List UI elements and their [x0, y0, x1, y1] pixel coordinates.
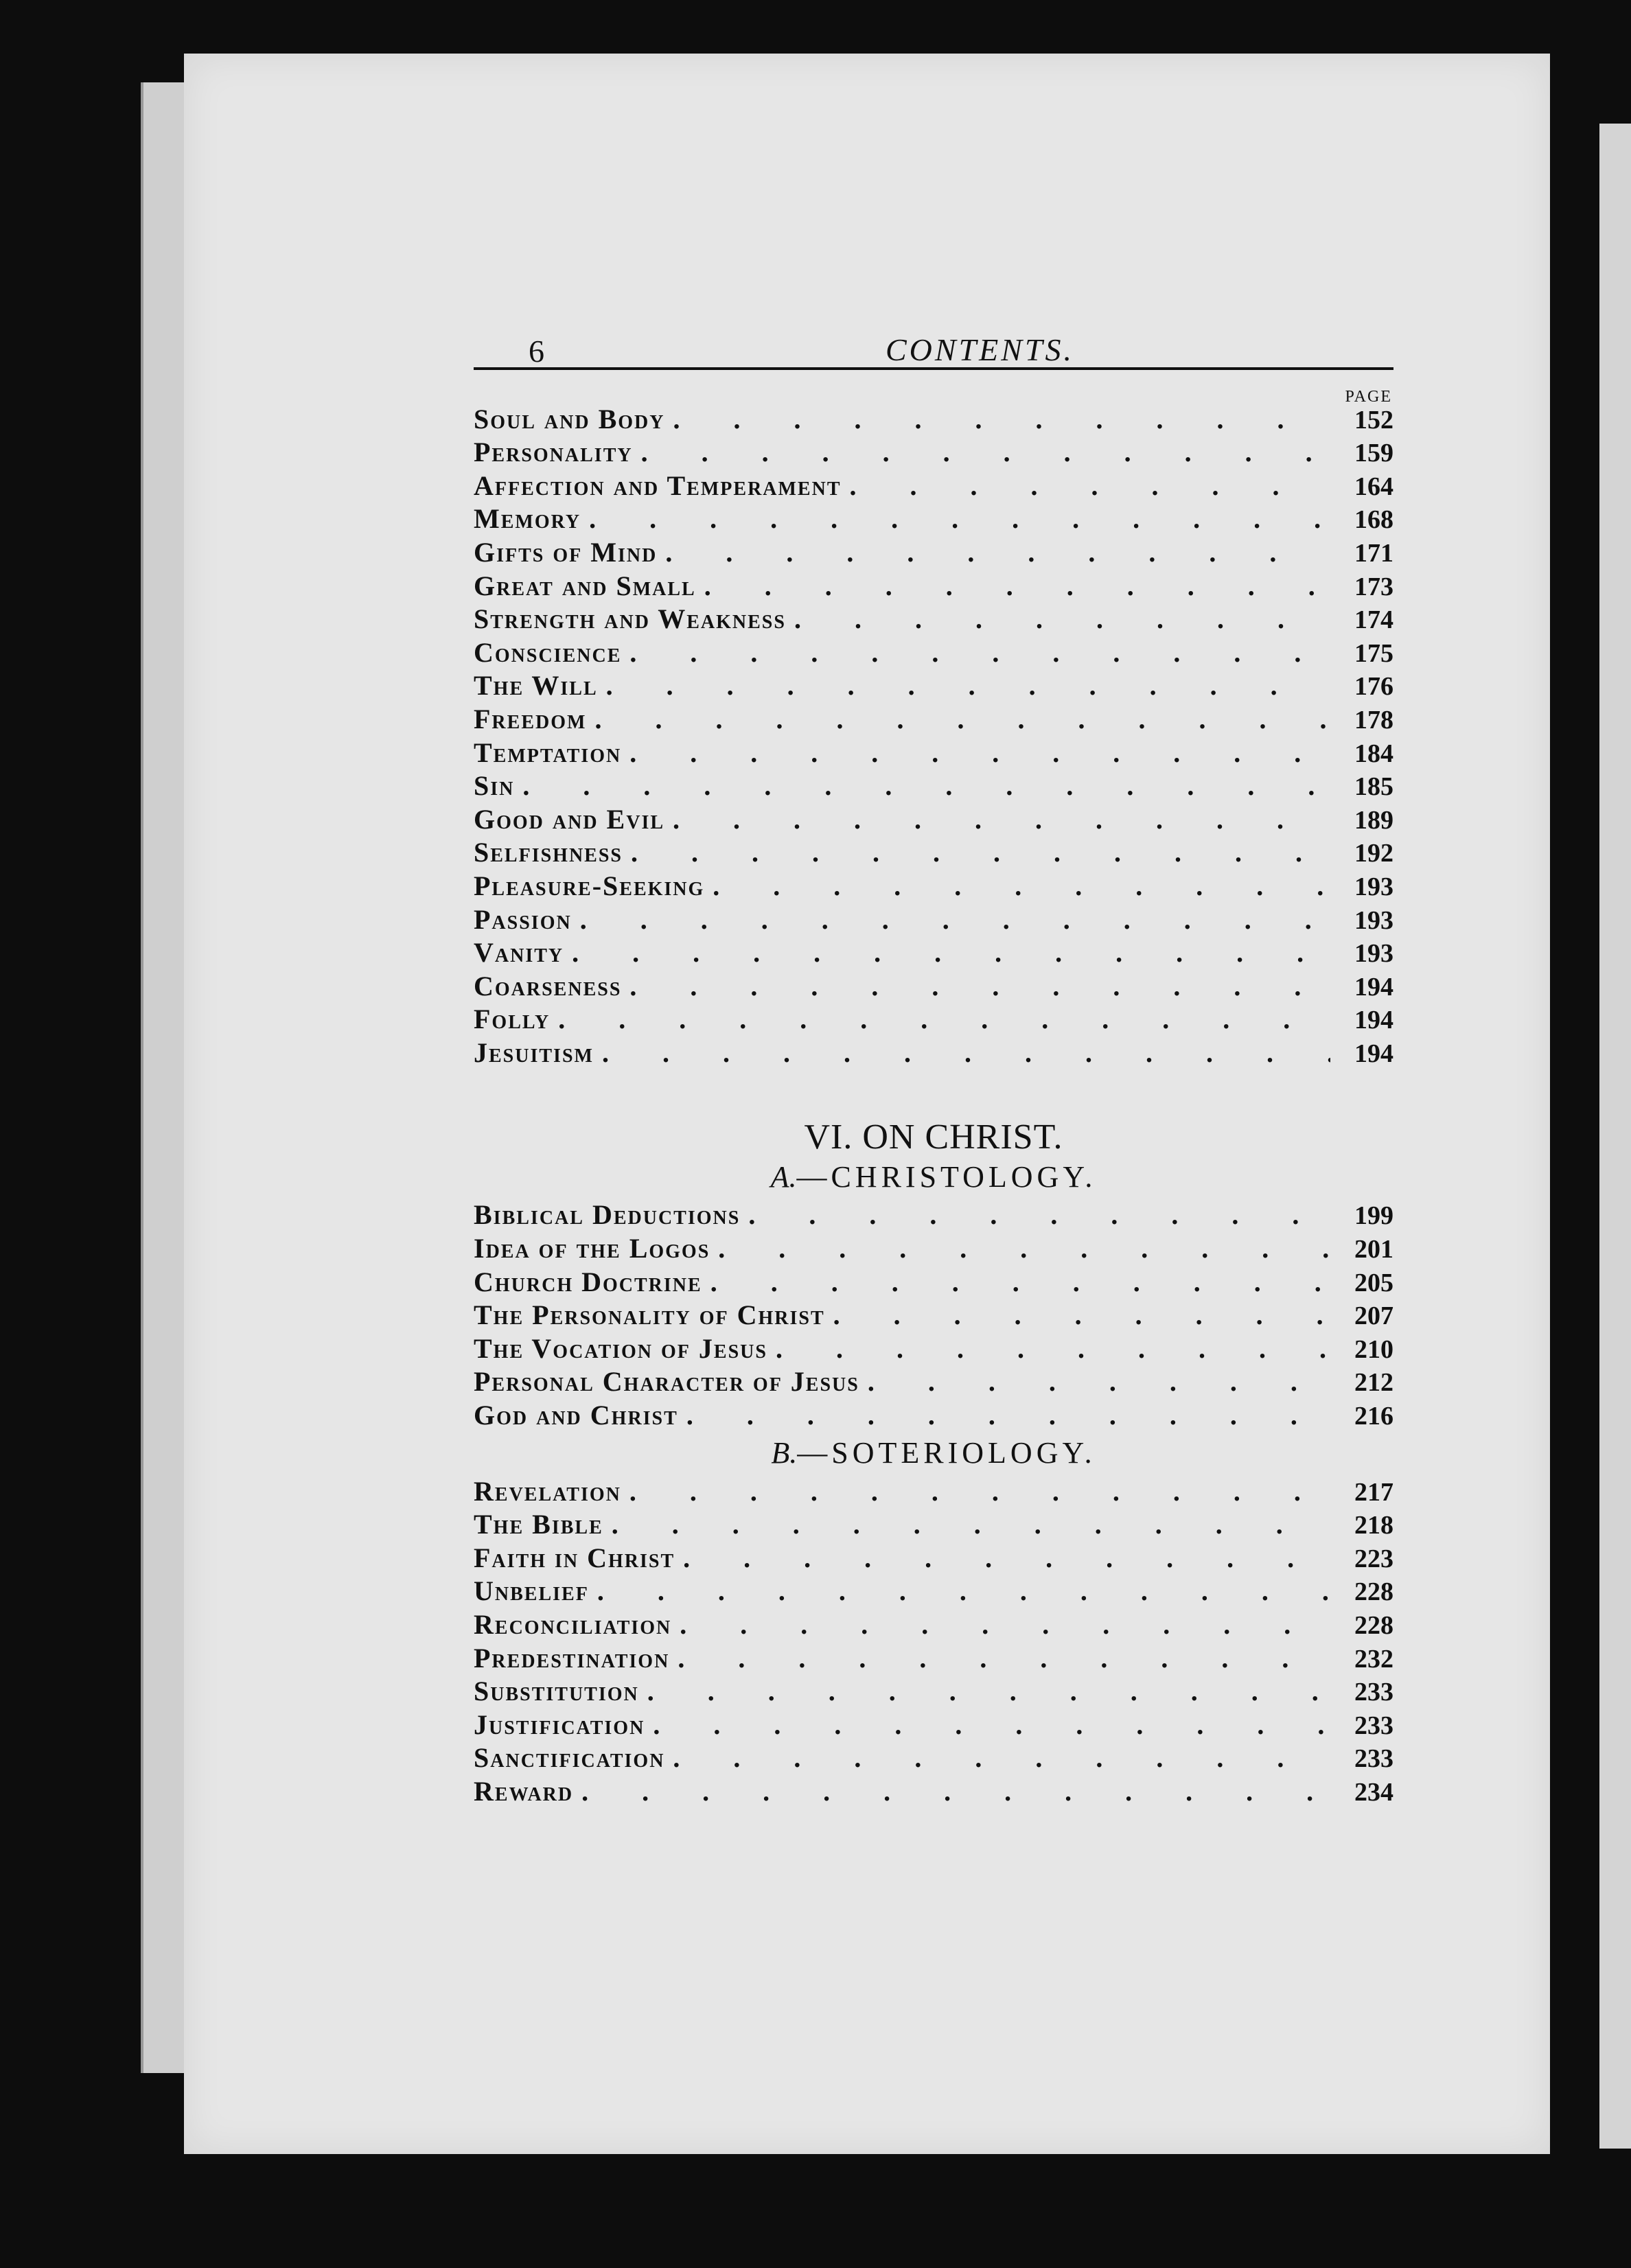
entry-page-number: 175	[1354, 638, 1393, 668]
dot-leader	[776, 1332, 1330, 1365]
entry-page-number: 199	[1354, 1201, 1393, 1231]
dot-leader	[602, 1037, 1330, 1069]
entry-title: Folly	[474, 1004, 551, 1035]
dot-leader	[558, 1003, 1330, 1035]
entry-title: Selfishness	[474, 837, 623, 868]
subsection-letter: B.	[771, 1436, 798, 1470]
dot-leader	[597, 1575, 1330, 1607]
dot-leader	[653, 1709, 1330, 1741]
entry-title: The Bible	[474, 1509, 603, 1540]
entry-title: The Will	[474, 670, 598, 702]
entry-page-number: 168	[1354, 505, 1393, 535]
entry-page-number: 232	[1354, 1644, 1393, 1674]
entry-title: God and Christ	[474, 1400, 678, 1431]
entry-page-number: 212	[1354, 1368, 1393, 1398]
toc-list-christology	[474, 1198, 1393, 1431]
entry-page-number: 201	[1354, 1235, 1393, 1264]
dot-leader	[581, 1775, 1330, 1807]
toc-entry	[474, 502, 1393, 535]
entry-page-number: 233	[1354, 1711, 1393, 1740]
page-header	[474, 312, 1393, 370]
dot-leader	[665, 536, 1330, 568]
entry-title: Biblical Deductions	[474, 1199, 741, 1231]
entry-title: Temptation	[474, 737, 622, 768]
entry-title: The Vocation of Jesus	[474, 1332, 767, 1364]
entry-page-number: 233	[1354, 1678, 1393, 1707]
dot-leader	[710, 1266, 1330, 1298]
dot-leader	[868, 1365, 1330, 1398]
toc-entry	[474, 669, 1393, 702]
dot-leader	[833, 1299, 1330, 1331]
toc-entry	[474, 969, 1393, 1002]
entry-page-number: 210	[1354, 1334, 1393, 1364]
entry-title: The Personality of Christ	[474, 1299, 825, 1331]
entry-page-number: 228	[1354, 1577, 1393, 1607]
toc-entry	[474, 1641, 1393, 1674]
entry-page-number: 173	[1354, 572, 1393, 601]
entry-title: Good and Evil	[474, 803, 665, 835]
dot-leader	[680, 1608, 1330, 1641]
entry-page-number: 171	[1354, 538, 1393, 568]
dot-leader	[589, 502, 1330, 535]
entry-title: Sin	[474, 770, 515, 802]
toc-entry	[474, 802, 1393, 835]
toc-entry	[474, 1365, 1393, 1398]
entry-page-number: 233	[1354, 1744, 1393, 1774]
entry-title: Justification	[474, 1709, 645, 1740]
entry-page-number: 217	[1354, 1477, 1393, 1507]
entry-page-number: 185	[1354, 772, 1393, 802]
toc-entry	[474, 1741, 1393, 1774]
dot-leader	[673, 403, 1330, 435]
page-number: 6	[529, 334, 544, 369]
toc-entry	[474, 535, 1393, 568]
entry-title: Soul and Body	[474, 403, 665, 435]
dot-leader	[678, 1642, 1330, 1674]
entry-page-number: 218	[1354, 1511, 1393, 1540]
dot-leader	[629, 636, 1330, 669]
toc-entry	[474, 1035, 1393, 1069]
toc-entry	[474, 1002, 1393, 1036]
toc-entry	[474, 1774, 1393, 1807]
entry-title: Idea of the Logos	[474, 1233, 710, 1264]
subsection-letter: A.	[770, 1159, 797, 1194]
entry-page-number: 194	[1354, 972, 1393, 1002]
entry-page-number: 192	[1354, 839, 1393, 868]
dot-leader	[572, 936, 1330, 969]
entry-page-number: 234	[1354, 1777, 1393, 1807]
entry-title: Unbelief	[474, 1575, 589, 1607]
dot-leader	[850, 470, 1330, 502]
toc-entry	[474, 1198, 1393, 1231]
page-stack-edge	[141, 82, 187, 2073]
dot-leader	[718, 1232, 1330, 1264]
entry-page-number: 194	[1354, 1039, 1393, 1068]
toc-list-part1	[474, 402, 1393, 1069]
entry-title: Predestination	[474, 1642, 670, 1674]
dot-leader	[631, 836, 1330, 868]
entry-title: Great and Small	[474, 570, 696, 601]
entry-page-number: 184	[1354, 739, 1393, 768]
entry-page-number: 216	[1354, 1402, 1393, 1431]
entry-title: Church Doctrine	[474, 1266, 702, 1297]
entry-page-number: 205	[1354, 1268, 1393, 1297]
toc-entry	[474, 835, 1393, 869]
toc-entry	[474, 702, 1393, 735]
toc-entry	[474, 402, 1393, 435]
dot-leader	[673, 803, 1330, 835]
toc-list-soteriology	[474, 1474, 1393, 1807]
entry-page-number: 152	[1354, 405, 1393, 435]
toc-entry	[474, 1574, 1393, 1608]
toc-entry	[474, 435, 1393, 469]
toc-entry	[474, 1474, 1393, 1507]
entry-page-number: 189	[1354, 805, 1393, 835]
dot-leader	[522, 769, 1330, 802]
entry-page-number: 193	[1354, 939, 1393, 969]
running-head: CONTENTS.	[886, 332, 1075, 367]
toc-entry	[474, 902, 1393, 936]
toc-entry	[474, 468, 1393, 502]
dot-leader	[606, 669, 1330, 702]
entry-title: Substitution	[474, 1676, 639, 1707]
dot-leader	[647, 1675, 1330, 1707]
dot-leader	[673, 1741, 1330, 1774]
entry-title: Gifts of Mind	[474, 536, 658, 568]
entry-title: Passion	[474, 903, 572, 935]
entry-page-number: 194	[1354, 1006, 1393, 1035]
dot-leader	[641, 436, 1330, 468]
dot-leader	[704, 570, 1330, 602]
toc-entry	[474, 735, 1393, 769]
toc-entry	[474, 1398, 1393, 1431]
facing-page-edge	[1599, 124, 1631, 2149]
page-column-label: PAGE	[1345, 388, 1392, 406]
entry-page-number: 159	[1354, 439, 1393, 468]
dot-leader	[629, 737, 1330, 769]
toc-entry	[474, 1540, 1393, 1574]
subsection-name: —CHRISTOLOGY.	[796, 1159, 1097, 1194]
entry-title: Memory	[474, 503, 581, 535]
toc-entry	[474, 936, 1393, 969]
subsection-heading-a	[474, 1159, 1393, 1198]
toc-entry	[474, 1264, 1393, 1298]
entry-title: Affection and Temperament	[474, 470, 842, 501]
dot-leader	[629, 970, 1330, 1002]
entry-page-number: 193	[1354, 872, 1393, 901]
contents-page	[474, 312, 1393, 1807]
toc-entry	[474, 1298, 1393, 1332]
dot-leader	[683, 1542, 1330, 1574]
entry-page-number: 193	[1354, 905, 1393, 935]
toc-entry	[474, 1607, 1393, 1641]
entry-page-number: 178	[1354, 705, 1393, 734]
toc-entry	[474, 1707, 1393, 1741]
entry-title: Strength and Weakness	[474, 603, 786, 635]
toc-entry	[474, 1231, 1393, 1264]
toc-entry	[474, 602, 1393, 636]
toc-entry	[474, 1674, 1393, 1708]
entry-title: Personality	[474, 437, 633, 468]
entry-page-number: 164	[1354, 472, 1393, 501]
dot-leader	[686, 1399, 1330, 1431]
entry-title: Reconciliation	[474, 1609, 672, 1640]
subsection-heading-b	[474, 1435, 1393, 1474]
entry-title: Revelation	[474, 1475, 621, 1507]
entry-page-number: 223	[1354, 1544, 1393, 1573]
entry-title: Coarseness	[474, 970, 622, 1002]
toc-entry	[474, 1331, 1393, 1365]
entry-page-number: 176	[1354, 672, 1393, 702]
dot-leader	[713, 870, 1330, 902]
toc-entry	[474, 769, 1393, 802]
entry-page-number: 228	[1354, 1611, 1393, 1640]
section-title: VI. ON CHRIST.	[804, 1117, 1063, 1157]
entry-title: Jesuitism	[474, 1037, 594, 1068]
entry-title: Pleasure-Seeking	[474, 870, 705, 901]
dot-leader	[629, 1475, 1330, 1507]
subsection-name: —SOTERIOLOGY.	[797, 1436, 1096, 1470]
entry-title: Personal Character of Jesus	[474, 1366, 859, 1398]
dot-leader	[748, 1199, 1330, 1231]
entry-page-number: 174	[1354, 605, 1393, 635]
entry-title: Vanity	[474, 937, 564, 969]
toc-entry	[474, 1507, 1393, 1541]
dot-leader	[612, 1508, 1330, 1540]
toc-entry	[474, 635, 1393, 669]
entry-title: Conscience	[474, 636, 622, 668]
entry-title: Sanctification	[474, 1742, 665, 1774]
entry-title: Freedom	[474, 703, 587, 734]
dot-leader	[794, 603, 1330, 635]
toc-entry	[474, 868, 1393, 902]
dot-leader	[580, 903, 1330, 936]
dot-leader	[594, 703, 1330, 735]
entry-page-number: 207	[1354, 1301, 1393, 1331]
entry-title: Faith in Christ	[474, 1542, 675, 1573]
toc-entry	[474, 568, 1393, 602]
entry-title: Reward	[474, 1775, 574, 1807]
